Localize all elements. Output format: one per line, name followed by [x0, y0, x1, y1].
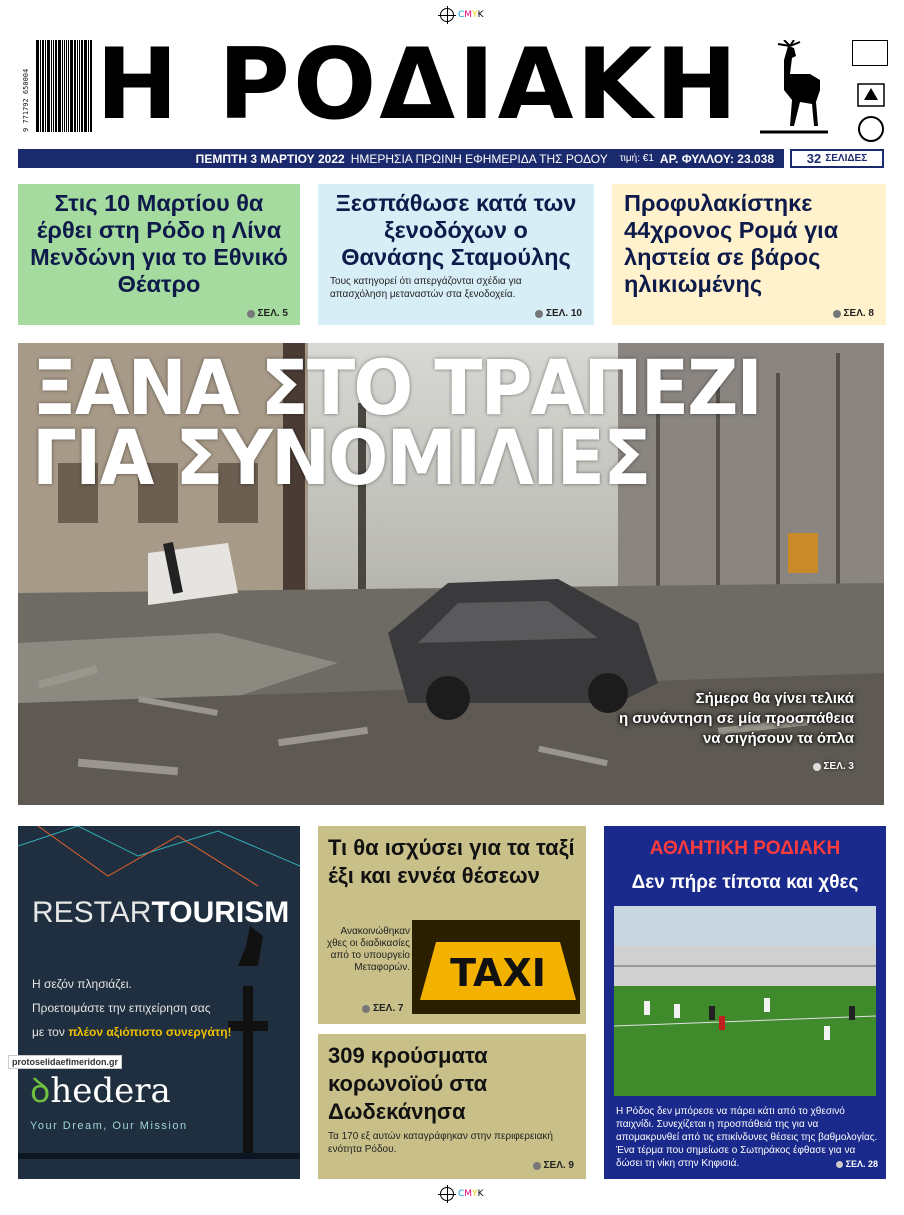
story-headline: 309 κρούσματα κορωνοϊού στα Δωδεκάνησα [328, 1043, 488, 1124]
teaser-headline: Στις 10 Μαρτίου θα έρθει στη Ρόδο η Λίνα Μενδώνη για το Εθνικό Θέατρο [30, 190, 288, 297]
tagline: ΗΜΕΡΗΣΙΑ ΠΡΩΙΝΗ ΕΦΗΜΕΡΙΔΑ ΤΗΣ ΡΟΔΟΥ [350, 151, 608, 166]
bullet-icon [533, 1162, 541, 1170]
page-ref: ΣΕΛ. 10 [535, 308, 582, 319]
newspaper-title: Η ΡΟΔΙΑΚΗ [96, 28, 741, 142]
bullet-icon [247, 310, 255, 318]
page-ref: ΣΕΛ. 3 [813, 761, 854, 772]
teaser-stamoulis[interactable] [318, 184, 594, 325]
ad-brand: RESTARTOURISM [32, 896, 290, 929]
date-bar [18, 149, 784, 168]
bullet-icon [813, 763, 821, 771]
crosshair-icon [440, 1187, 454, 1201]
barcode-number: 9 771792 650004 [22, 68, 30, 132]
registration-mark-top: CMYK [440, 8, 483, 22]
mailing-permit-box [852, 40, 888, 66]
taxi-sign-text: TAXI [450, 951, 546, 995]
page-ref: ΣΕΛ. 8 [833, 308, 874, 319]
bullet-icon [535, 310, 543, 318]
sports-section[interactable] [604, 826, 886, 1179]
ad-slogan: Your Dream, Our Mission [30, 1120, 188, 1132]
registration-mark-bottom: CMYK [440, 1187, 483, 1201]
page-ref: ΣΕΛ. 5 [247, 308, 288, 319]
football-match-photo [614, 906, 876, 1096]
story-text: Τα 170 εξ αυτών καταγράφηκαν στην περιφερειακή ενότητα Ρόδου. [328, 1131, 553, 1155]
bullet-icon [836, 1161, 843, 1168]
issue-date: ΠΕΜΠΤΗ 3 ΜΑΡΤΙΟΥ 2022 [195, 151, 345, 166]
price: τιμή: €1 [619, 153, 654, 164]
source-watermark: protoselidaefimeridon.gr [8, 1055, 122, 1069]
page-count-badge [790, 149, 884, 168]
page-ref: ΣΕΛ. 7 [362, 1003, 403, 1014]
bullet-icon [833, 310, 841, 318]
bullet-icon [362, 1005, 370, 1013]
barcode [36, 40, 92, 132]
sports-photo-football [614, 906, 876, 1096]
page-count-label: ΣΕΛΙΔΕΣ [825, 153, 868, 164]
emblem-icon [858, 116, 884, 142]
ad-text: Η σεζόν πλησιάζει. Προετοιμάστε την επιχείρηση σας με τον πλέον αξιόπιστο συνεργάτη! [32, 977, 232, 1039]
elta-logo-icon [856, 82, 886, 108]
taxi-sign-icon [412, 920, 580, 1014]
taxi-sign-photo [412, 920, 580, 1014]
story-headline: Τι θα ισχύσει για τα ταξί έξι και εννέα θέσεων [328, 835, 575, 888]
page-ref: ΣΕΛ. 28 [836, 1159, 878, 1169]
sports-section-label: ΑΘΛΗΤΙΚΗ ΡΟΔΙΑΚΗ [649, 838, 841, 859]
hero-story[interactable] [18, 343, 884, 805]
page-count: 32 [806, 151, 822, 166]
teaser-mendoni[interactable] [18, 184, 300, 325]
teaser-headline: Προφυλακίστηκε 44χρονος Ρομά για ληστεία σε βάρος ηλικιωμένης [624, 190, 839, 297]
story-text: Ανακοινώθηκαν χθες οι διαδικασίες από το υπουργείο Μεταφορών. [326, 926, 410, 973]
teaser-text: Τους κατηγορεί ότι απεργάζονται σχέδια για απασχόληση μεταναστών στα ξενοδοχεία. [330, 276, 522, 300]
advertisement-hedera[interactable] [18, 826, 300, 1179]
story-taxi[interactable] [318, 826, 586, 1024]
issue-number: ΑΡ. ΦΥΛΛΟΥ: 23.038 [659, 151, 774, 166]
story-covid[interactable] [318, 1034, 586, 1179]
sports-text: Η Ρόδος δεν μπόρεσε να πάρει κάτι από το χθεσινό παιχνίδι. Συνεχίζεται η προσπάθειά της για να απομακρυνθεί από τις επικίνδυνες θέσεις της βαθμολογίας. Ένα τέρμα που σημείωσε ο Σωτηράκος έφθασε για να δώσει τη νίκη στην Κηφισιά. [616, 1106, 878, 1169]
teaser-headline: Ξεσπάθωσε κατά των ξενοδόχων ο Θανάσης Σταμούλης [335, 190, 577, 270]
deer-logo-icon [750, 40, 830, 140]
sports-headline: Δεν πήρε τίποτα και χθες [631, 872, 859, 893]
ad-company-logo: ꝺhedera [30, 1071, 171, 1111]
hero-headline: ΞΑΝΑ ΣΤΟ ΤΡΑΠΕΖΙ ΓΙΑ ΣΥΝΟΜΙΛΙΕΣ [32, 343, 761, 502]
page-ref: ΣΕΛ. 9 [533, 1160, 574, 1171]
hero-subtitle: Σήμερα θα γίνει τελικά η συνάντηση σε μία προσπάθεια να σιγήσουν τα όπλα [618, 690, 854, 747]
crosshair-icon [440, 8, 454, 22]
teaser-roma[interactable] [612, 184, 886, 325]
